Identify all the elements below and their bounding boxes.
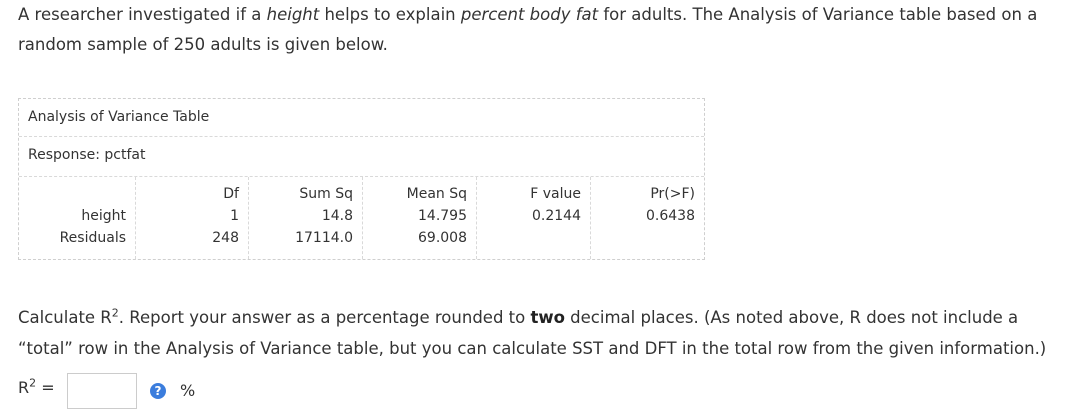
anova-response-row bbox=[19, 137, 704, 177]
question-text-2: . Report your answer as a percentage rounded to bbox=[118, 308, 531, 327]
anova-col-source bbox=[19, 177, 136, 259]
anova-header-fvalue: F value bbox=[530, 186, 581, 202]
percent-unit: % bbox=[180, 381, 196, 400]
answer-label-equals: = bbox=[36, 378, 55, 397]
question-bold-two: two bbox=[530, 308, 565, 327]
question-text bbox=[18, 302, 1078, 364]
anova-title: Analysis of Variance Table bbox=[28, 109, 210, 125]
anova-header-sumsq: Sum Sq bbox=[299, 186, 353, 202]
anova-table bbox=[18, 98, 705, 260]
anova-cell: 0.6438 bbox=[646, 208, 695, 224]
anova-col-pvalue bbox=[591, 177, 704, 259]
anova-title-row bbox=[19, 99, 704, 137]
intro-variable-height: height bbox=[266, 5, 320, 24]
anova-grid bbox=[19, 177, 704, 261]
anova-header-df: Df bbox=[223, 186, 239, 202]
anova-col-fvalue bbox=[477, 177, 591, 259]
anova-cell: 14.8 bbox=[321, 208, 353, 224]
anova-cell: Residuals bbox=[59, 230, 126, 246]
intro-text-2: helps to explain bbox=[319, 5, 461, 24]
answer-label bbox=[18, 378, 55, 397]
question-superscript: 2 bbox=[111, 306, 119, 320]
question-circle-icon[interactable]: ? bbox=[150, 383, 166, 399]
intro-text-3: for adults. The Analysis of Variance table based on a random sample of 250 adults is given below. bbox=[18, 5, 1038, 54]
intro-text-1: A researcher investigated if a bbox=[18, 5, 267, 24]
intro-variable-bodyfat: percent body fat bbox=[460, 5, 599, 24]
anova-col-df bbox=[136, 177, 249, 259]
anova-cell: 69.008 bbox=[418, 230, 467, 246]
question-text-1: Calculate R bbox=[18, 308, 112, 327]
anova-cell: 1 bbox=[230, 208, 239, 224]
anova-cell: 14.795 bbox=[418, 208, 467, 224]
answer-label-base: R bbox=[18, 378, 30, 397]
anova-col-sumsq bbox=[249, 177, 363, 259]
anova-response: Response: pctfat bbox=[28, 147, 146, 163]
anova-cell: 248 bbox=[212, 230, 239, 246]
problem-intro bbox=[18, 0, 1068, 60]
anova-col-meansq bbox=[363, 177, 477, 259]
anova-header-meansq: Mean Sq bbox=[406, 186, 467, 202]
anova-cell: 0.2144 bbox=[532, 208, 581, 224]
answer-label-superscript: 2 bbox=[29, 376, 37, 390]
anova-cell: 17114.0 bbox=[295, 230, 353, 246]
question-text-3: decimal places. (As noted above, R does not include a “total” row in the Analysis of Variance table, but you can calculate SST and DFT in the total row from the given information.) bbox=[18, 308, 1047, 358]
anova-cell: height bbox=[81, 208, 126, 224]
anova-header-pvalue: Pr(>F) bbox=[650, 186, 695, 202]
r-squared-input[interactable] bbox=[67, 373, 137, 409]
